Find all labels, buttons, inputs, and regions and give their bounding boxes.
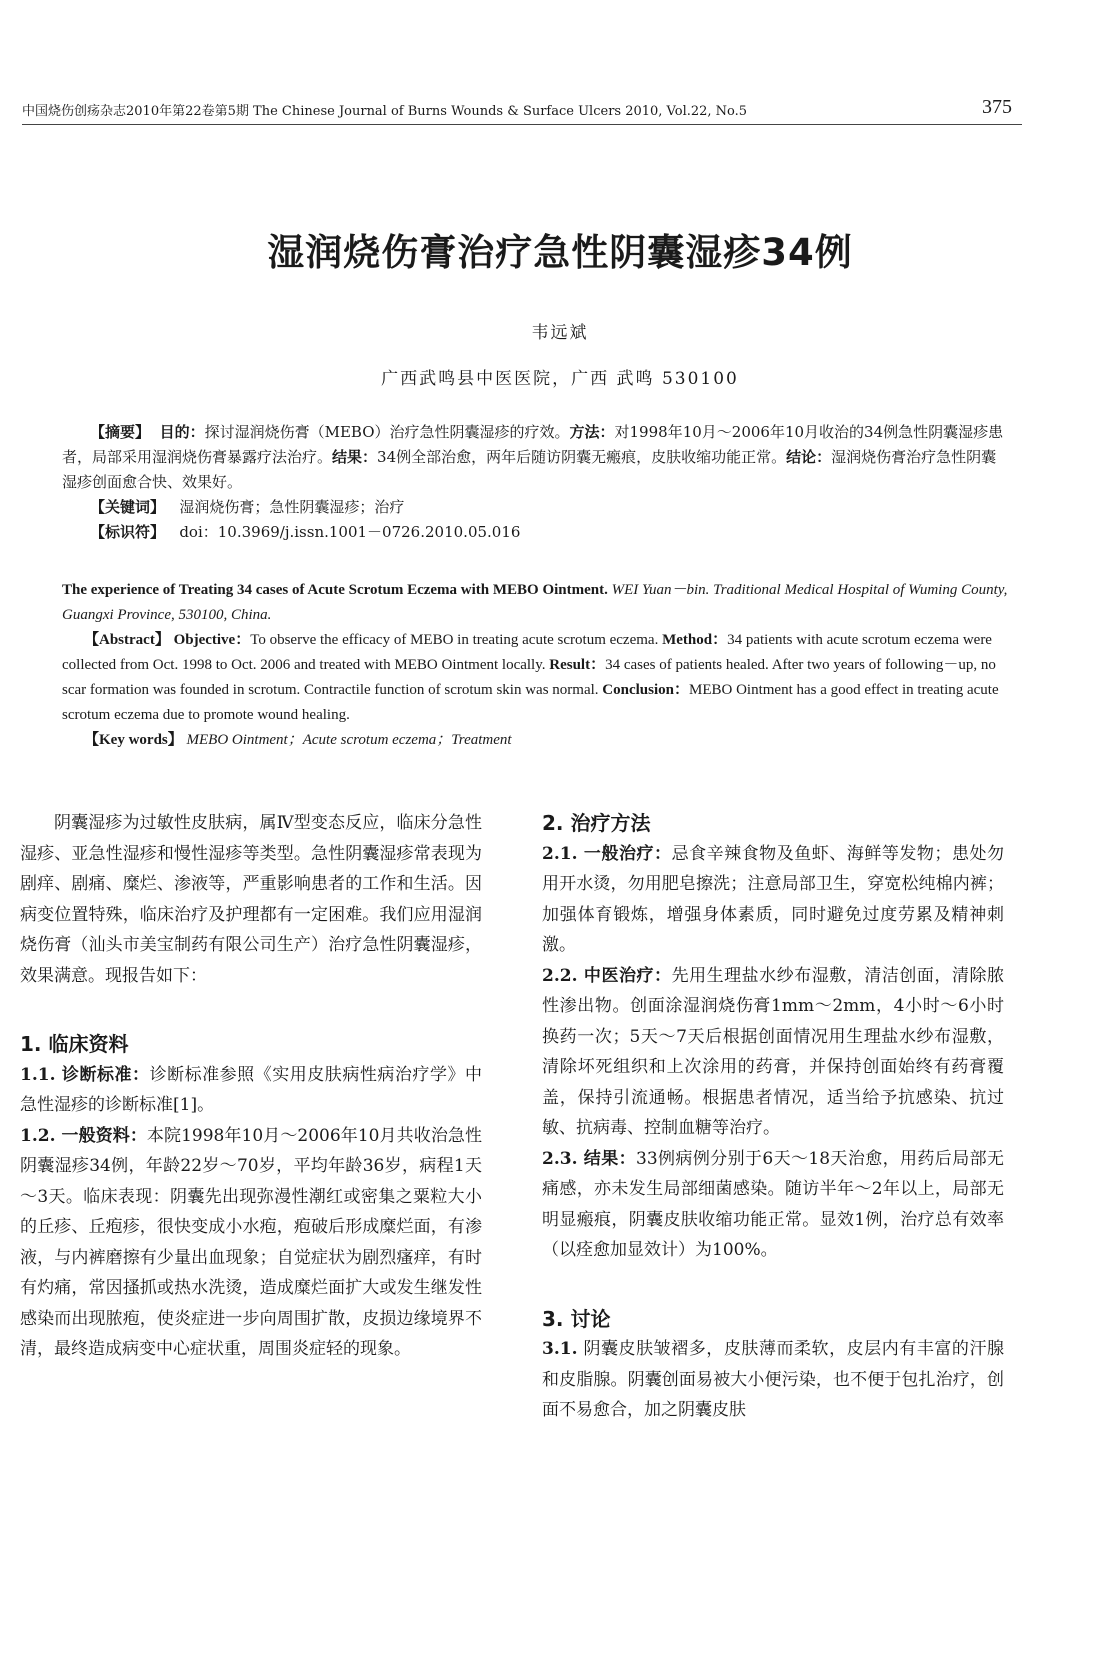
cn-result-label: 结果：: [332, 448, 378, 466]
en-abstract-label: 【Abstract】: [84, 632, 170, 648]
en-abstract-paragraph: [62, 628, 1008, 728]
body-column-left: [20, 808, 482, 1365]
cn-objective-label: 目的：: [159, 423, 205, 441]
en-method-label: Method：: [662, 632, 728, 648]
section-1-1-label: 1.1. 诊断标准：: [20, 1064, 150, 1085]
spacer: [20, 991, 482, 1029]
en-keywords-line: [62, 728, 1008, 753]
section-1-2: [20, 1121, 482, 1365]
cn-conclusion-label: 结论：: [786, 448, 832, 466]
cn-doi-line: [62, 520, 1008, 545]
spacer: [542, 1266, 1004, 1304]
en-objective-label: Objective：: [173, 632, 251, 648]
cn-method-label: 方法：: [569, 423, 615, 441]
section-2-heading: 2. 治疗方法: [542, 811, 651, 835]
section-3-1: [542, 1334, 1004, 1426]
section-2-1-text: 忌食辛辣食物及鱼虾、海鲜等发物；患处勿用开水烫，勿用肥皂擦洗；注意局部卫生，穿宽松纯棉内裤；加强体育锻炼，增强身体素质，同时避免过度劳累及精神刺激。: [542, 843, 1004, 955]
english-abstract: [62, 578, 1008, 753]
cn-result-text: 34例全部治愈，两年后随访阴囊无瘢痕，皮肤收缩功能正常。: [377, 448, 787, 466]
cn-method-text: 对1998年10月～2006年10月收治的34例急性阴囊湿疹患者，局部采用湿润烧伤膏暴露疗法治疗。: [62, 423, 1004, 466]
en-title: The experience of Treating 34 cases of Acute Scrotum Eczema with MEBO Ointment.: [62, 582, 608, 598]
cn-abstract-paragraph: [62, 420, 1008, 495]
cn-conclusion-text: 湿润烧伤膏治疗急性阴囊湿疹创面愈合快、效果好。: [62, 448, 997, 491]
body-column-right: [542, 808, 1004, 1426]
section-1-2-label: 1.2. 一般资料：: [20, 1125, 147, 1146]
en-result-text: 34 cases of patients healed. After two years of following－up, no scar formation was founded in scrotum. Contractile function of scrotum skin was normal.: [62, 657, 996, 698]
intro-paragraph: 阴囊湿疹为过敏性皮肤病，属Ⅳ型变态反应，临床分急性湿疹、亚急性湿疹和慢性湿疹等类型。急性阴囊湿疹常表现为剧痒、剧痛、糜烂、渗液等，严重影响患者的工作和生活。因病变位置特殊，临床治疗及护理都有一定困难。我们应用湿润烧伤膏（汕头市美宝制药有限公司生产）治疗急性阴囊湿疹，效果满意。现报告如下：: [20, 813, 482, 986]
en-objective-text: To observe the efficacy of MEBO in treating acute scrotum eczema.: [250, 632, 659, 648]
affiliation: 广西武鸣县中医医院，广西 武鸣 530100: [381, 369, 739, 389]
cn-abstract-label: 【摘要】: [90, 423, 151, 441]
section-2-2-label: 2.2. 中医治疗：: [542, 965, 672, 986]
section-2-2: [542, 961, 1004, 1144]
cn-doi: doi：10.3969/j.issn.1001－0726.2010.05.016: [179, 523, 521, 541]
section-2-3-text: 33例病例分别于6天～18天治愈，用药后局部无痛感，亦未发生局部细菌感染。随访半年～2年以上，局部无明显瘢痕，阴囊皮肤收缩功能正常。显效1例，治疗总有效率（以痊愈加显效计）为100%。: [542, 1148, 1004, 1260]
section-1-1: [20, 1060, 482, 1121]
cn-keywords-line: [62, 495, 1008, 520]
en-method-text: 34 patients with acute scrotum eczema were collected from Oct. 1998 to Oct. 2006 and treated with MEBO Ointment locally.: [62, 632, 992, 673]
journal-citation: 中国烧伤创疡杂志2010年第22卷第5期 The Chinese Journal of Burns Wounds & Surface Ulcers 2010, Vol.22, No.5: [22, 104, 748, 119]
cn-keywords-label: 【关键词】: [90, 498, 166, 516]
section-3-heading: 3. 讨论: [542, 1306, 611, 1331]
running-header: [22, 96, 1012, 120]
section-2-3: [542, 1144, 1004, 1266]
section-3-1-label: 3.1.: [542, 1339, 578, 1359]
chinese-abstract: [62, 420, 1008, 545]
en-conclusion-label: Conclusion：: [602, 682, 689, 698]
en-keywords: MEBO Ointment；Acute scrotum eczema；Treatment: [186, 732, 512, 748]
section-2-1: [542, 839, 1004, 961]
section-1-1-text: 诊断标准参照《实用皮肤病性病治疗学》中急性湿疹的诊断标准[1]。: [20, 1064, 482, 1115]
section-2-1-label: 2.1. 一般治疗：: [542, 843, 672, 864]
section-1-2-text: 本院1998年10月～2006年10月共收治急性阴囊湿疹34例，年龄22岁～70岁，平均年龄36岁，病程1天～3天。临床表现：阴囊先出现弥漫性潮红或密集之粟粒大小的丘疹、丘疱疹，很快变成小水疱，疱破后形成糜烂面，有渗液，与内裤磨擦有少量出血现象；自觉症状为剧烈瘙痒，有时有灼痛，常因搔抓或热水洗烫，造成糜烂面扩大或发生继发性感染而出现脓疱，使炎症进一步向周围扩散，皮损边缘境界不清，最终造成病变中心症状重，周围炎症轻的现象。: [20, 1125, 482, 1359]
en-author-affiliation: WEI Yuan－bin. Traditional Medical Hospital of Wuming County, Guangxi Province, 530100, China.: [62, 582, 1008, 623]
section-3-1-text: 阴囊皮肤皱褶多，皮肤薄而柔软，皮层内有丰富的汗腺和皮脂腺。阴囊创面易被大小便污染，也不便于包扎治疗，创面不易愈合，加之阴囊皮肤: [542, 1339, 1005, 1420]
section-1-heading: 1. 临床资料: [20, 1032, 129, 1056]
en-conclusion-text: MEBO Ointment has a good effect in treating acute scrotum eczema due to promote wound healing.: [62, 682, 999, 723]
cn-keywords: 湿润烧伤膏；急性阴囊湿疹；治疗: [179, 498, 405, 516]
en-title-line: [62, 578, 1008, 628]
article-title: 湿润烧伤膏治疗急性阴囊湿疹34例: [267, 231, 853, 274]
header-rule: [22, 124, 1022, 125]
cn-doi-label: 【标识符】: [90, 523, 166, 541]
author: 韦远斌: [531, 323, 589, 343]
page-number: 375: [982, 96, 1012, 118]
section-2-3-label: 2.3. 结果：: [542, 1148, 636, 1169]
cn-objective-text: 探讨湿润烧伤膏（MEBO）治疗急性阴囊湿疹的疗效。: [204, 423, 570, 441]
section-2-2-text: 先用生理盐水纱布湿敷，清洁创面，清除脓性渗出物。创面涂湿润烧伤膏1mm～2mm，4小时～6小时换药一次；5天～7天后根据创面情况用生理盐水纱布湿敷，清除坏死组织和上次涂用的药膏，并保持创面始终有药膏覆盖，保持引流通畅。根据患者情况，适当给予抗感染、抗过敏、抗病毒、控制血糖等治疗。: [542, 965, 1004, 1138]
en-keywords-label: 【Key words】: [84, 732, 183, 748]
en-result-label: Result：: [549, 657, 606, 673]
